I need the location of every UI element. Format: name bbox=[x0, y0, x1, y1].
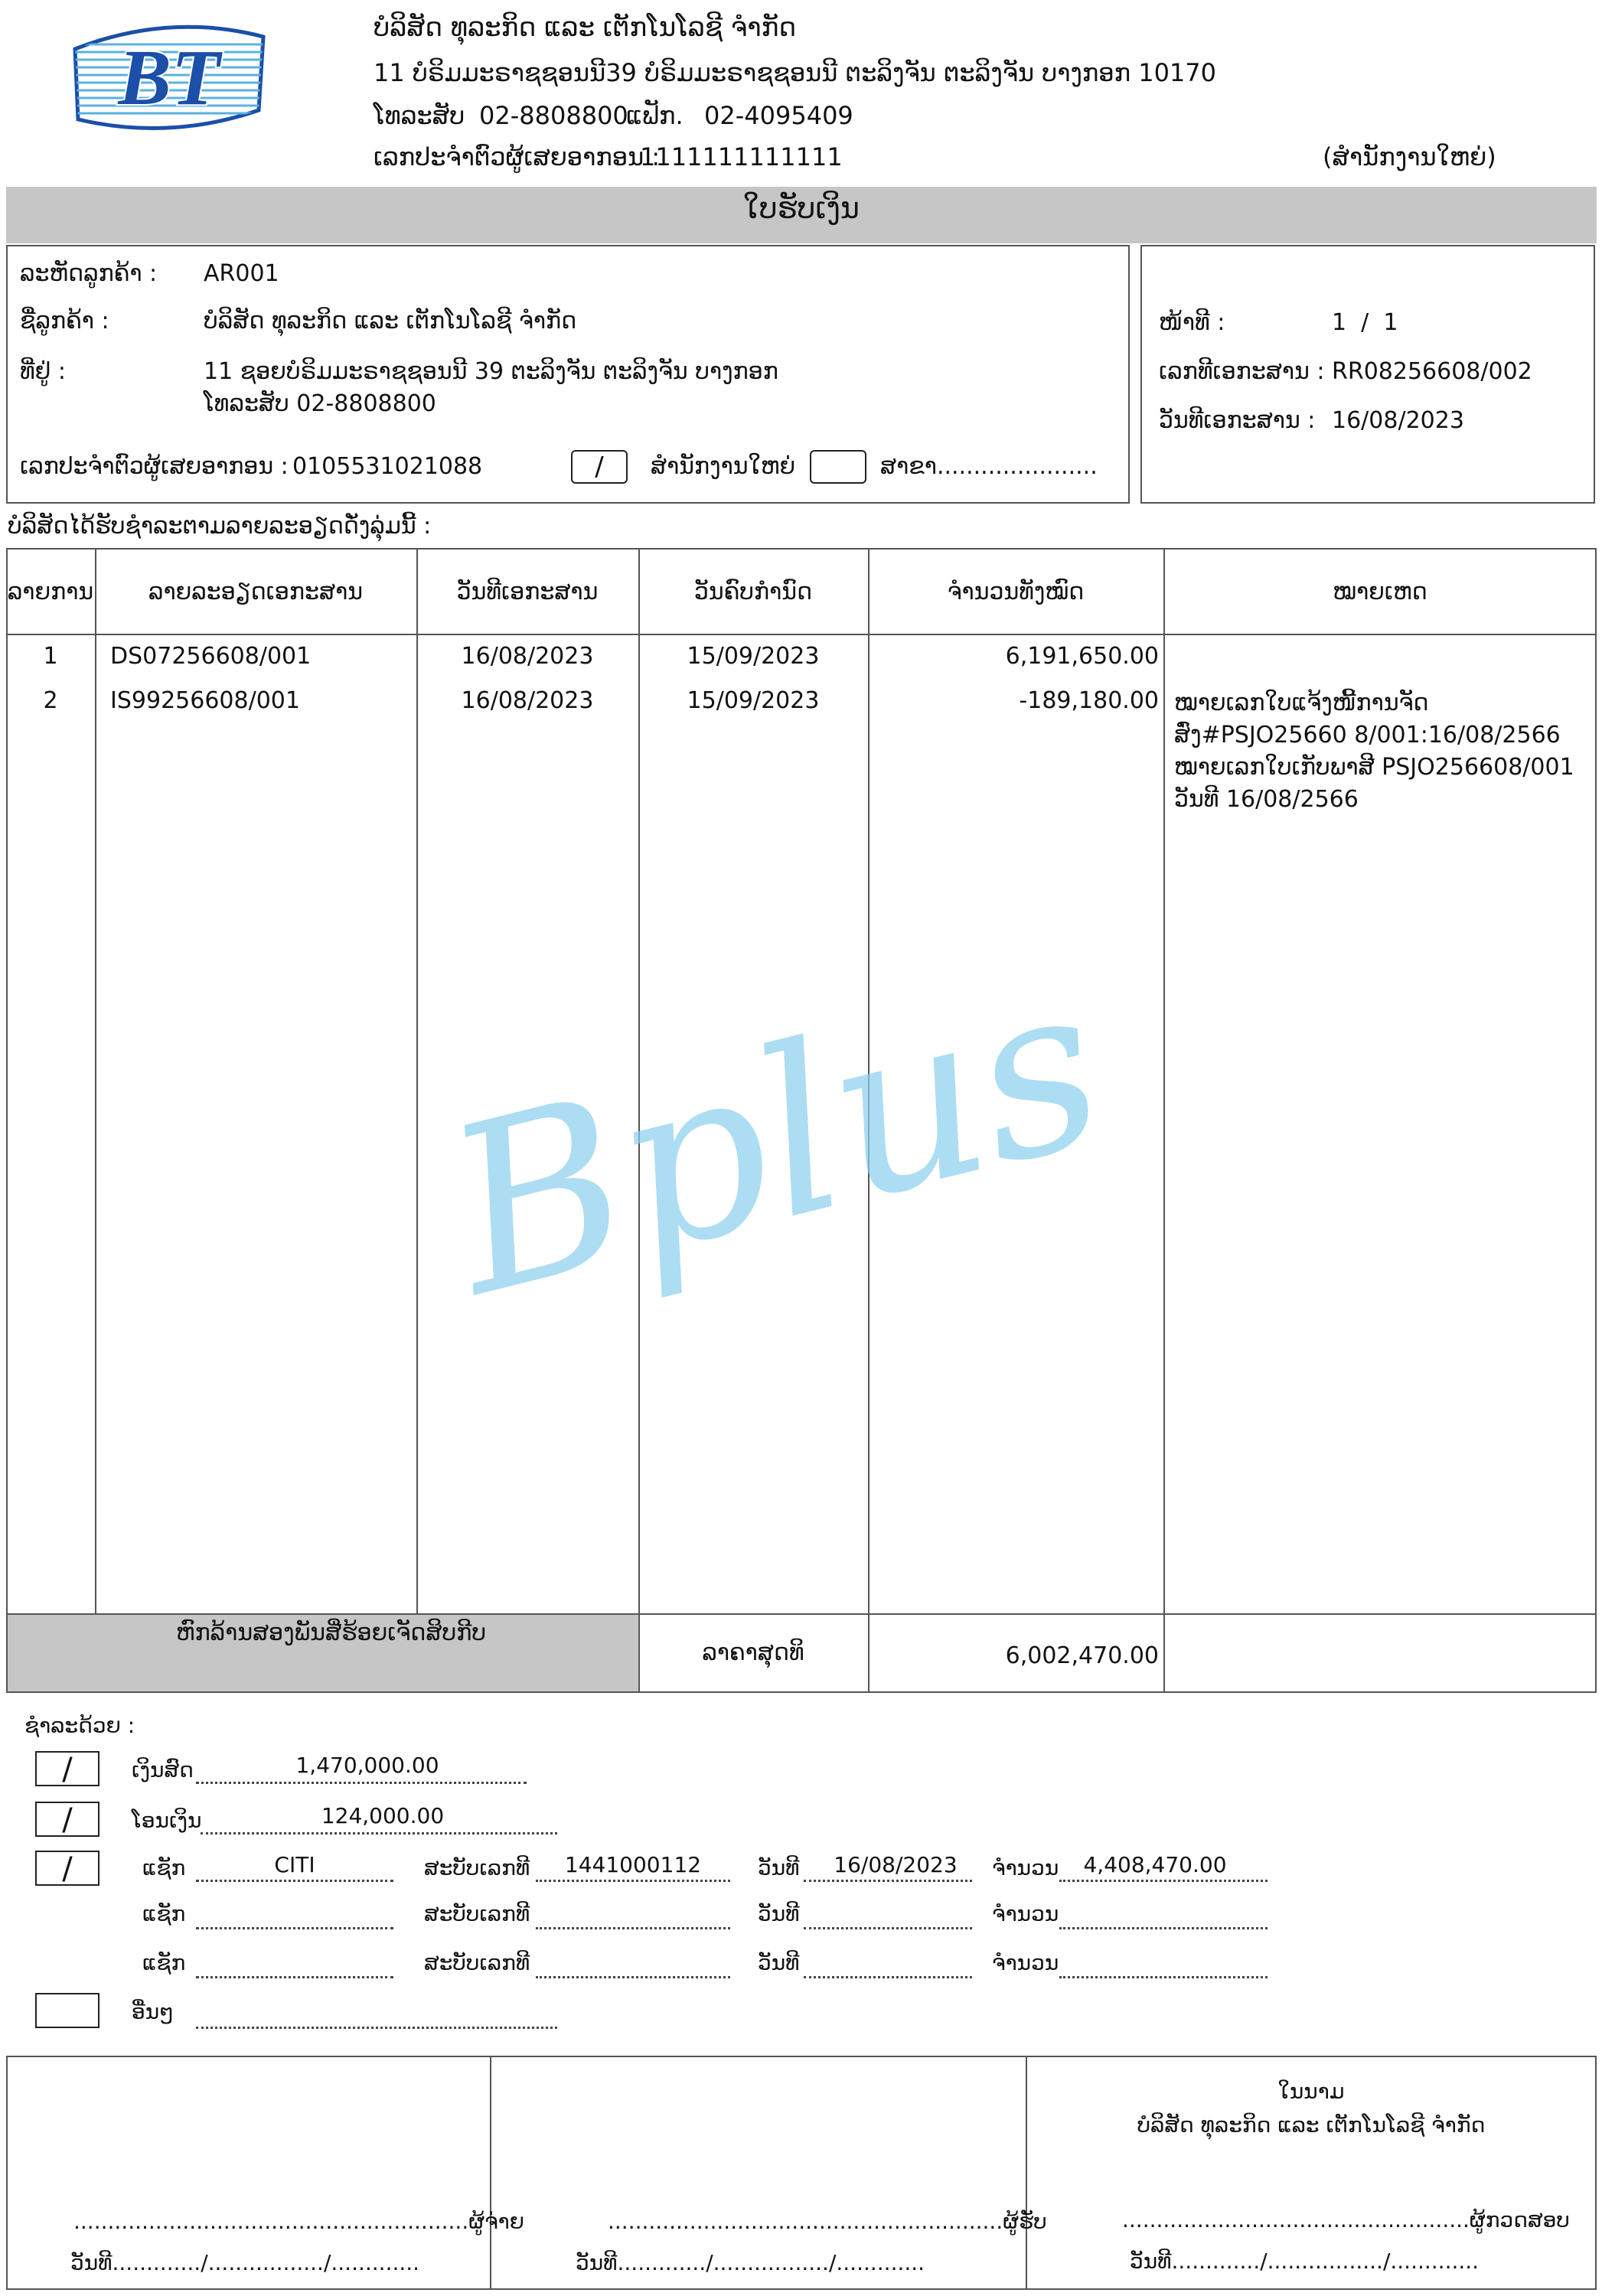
customer-name: ບໍລິສັດ ທຸລະກິດ ແລະ ເຕັກໂນໂລຊີ ຈຳກັດ bbox=[204, 308, 577, 334]
cheque-2-date[interactable] bbox=[804, 1906, 972, 1929]
customer-code-label: ລະຫັດລູກຄ້າ : bbox=[20, 260, 158, 287]
signatory-company-name: ບໍລິສັດ ທຸລະກິດ ແລະ ເຕັກໂນໂລຊີ ຈຳກັດ bbox=[1137, 2112, 1486, 2138]
other-field[interactable] bbox=[196, 2005, 557, 2029]
table-row-1-no: 1 bbox=[43, 643, 58, 670]
customer-tax-id: 0105531021088 bbox=[292, 453, 483, 480]
cheque-3-amount-label: ຈຳນວນ bbox=[992, 1950, 1059, 1975]
table-row-1-amount: 6,191,650.00 bbox=[1005, 643, 1159, 670]
cheque-1-date-label: ວັນທີ bbox=[758, 1855, 800, 1880]
other-label: ອື່ນໆ bbox=[132, 1999, 175, 2024]
cheque-1-amount-label: ຈຳນວນ bbox=[992, 1855, 1059, 1880]
col-header-note: ໝາຍເຫດ bbox=[1333, 579, 1427, 605]
page-number: 1 / 1 bbox=[1332, 309, 1398, 336]
doc-no-label: ເລກທີເອກະສານ : bbox=[1159, 358, 1325, 385]
table-row-2-doc: IS99256608/001 bbox=[110, 687, 300, 714]
transfer-checkbox[interactable]: / bbox=[35, 1802, 100, 1837]
customer-address-label: ທີ່ຢູ່ : bbox=[20, 358, 66, 385]
cheque-2-amount-label: ຈຳນວນ bbox=[992, 1901, 1059, 1926]
cheque-3-bank-label: ແຊັກ bbox=[142, 1950, 186, 1975]
company-phone: 02-8808800 bbox=[479, 101, 628, 130]
customer-address-line1: 11 ຊອຍບໍຣິມມະຣາຊຊອນນີ 39 ຕະລິງຈັນ ຕະລິງຈັນ ບາງກອກ bbox=[204, 358, 778, 385]
customer-code: AR001 bbox=[204, 260, 279, 287]
cheque-2-bank-label: ແຊັກ bbox=[142, 1901, 186, 1926]
cheque-1-bank[interactable]: CITI bbox=[274, 1852, 315, 1877]
cheque-3-no-label: ສະບັບເລກທີ bbox=[424, 1950, 530, 1975]
company-address: 11 ບໍຣິມມະຣາຊຊອນນີ39 ບໍຣິມມະຣາຊຊອນນີ ຕະລິງຈັນ ຕະລິງຈັນ ບາງກອກ 10170 bbox=[374, 58, 1217, 87]
document-title: ໃບຮັບເງິນ bbox=[743, 191, 860, 225]
amount-in-words: ຫົກລ້ານສອງພັນສີ່ຮ້ອຍເຈັດສິບກີບ bbox=[176, 1619, 487, 1646]
company-name: ບໍລິສັດ ທຸລະກິດ ແລະ ເຕັກໂນໂລຊີ ຈຳກັດ bbox=[374, 12, 797, 43]
company-fax: 02-4095409 bbox=[704, 101, 853, 130]
cheque-1-amount[interactable]: 4,408,470.00 bbox=[1083, 1852, 1227, 1877]
table-row-2-due: 15/09/2023 bbox=[687, 687, 820, 714]
col-header-item: ລາຍການ bbox=[7, 579, 94, 605]
cheque-2-date-label: ວັນທີ bbox=[758, 1901, 800, 1926]
company-phone-label: ໂທລະສັບ bbox=[374, 101, 465, 130]
page-label: ໜ້າທີ : bbox=[1159, 309, 1225, 336]
col-header-doc-date: ວັນທີເອກະສານ bbox=[456, 579, 599, 605]
company-tax-id: 1111111111111 bbox=[640, 142, 843, 171]
other-checkbox[interactable] bbox=[35, 1993, 100, 2028]
cheque-3-no[interactable] bbox=[536, 1955, 730, 1978]
cheque-1-bank-label: ແຊັກ bbox=[142, 1855, 186, 1880]
svg-text:BT: BT bbox=[118, 34, 220, 122]
company-branch: (ສຳນັກງານໃຫຍ່) bbox=[1323, 142, 1496, 171]
payment-label: ຊຳລະດ້ວຍ : bbox=[24, 1713, 135, 1738]
transfer-amount[interactable]: 124,000.00 bbox=[321, 1803, 445, 1828]
company-fax-label: ແຟັກ. bbox=[626, 101, 684, 130]
net-total-value: 6,002,470.00 bbox=[1005, 1642, 1159, 1669]
col-header-doc: ລາຍລະອຽດເອກະສານ bbox=[148, 579, 364, 605]
transfer-label: ໂອນເງິນ bbox=[132, 1808, 202, 1833]
doc-date: 16/08/2023 bbox=[1332, 407, 1464, 434]
col-header-amount: ຈຳນວນທັງໝົດ bbox=[947, 579, 1085, 605]
svg-text:Bplus: Bplus bbox=[425, 929, 1126, 1316]
cheque-2-no[interactable] bbox=[536, 1906, 730, 1929]
branch-checkbox[interactable] bbox=[810, 450, 866, 484]
doc-date-label: ວັນທີເອກະສານ : bbox=[1159, 407, 1316, 434]
cheque-3-bank[interactable] bbox=[196, 1955, 393, 1978]
head-office-label: ສຳນັກງານໃຫຍ່ bbox=[651, 453, 796, 480]
cash-label: ເງິນສົດ bbox=[132, 1757, 194, 1782]
customer-name-label: ຊື່ລູກຄ້າ : bbox=[20, 308, 109, 334]
cheque-checkbox[interactable]: / bbox=[35, 1851, 100, 1886]
cheque-2-amount[interactable] bbox=[1059, 1906, 1268, 1929]
table-row-2-no: 2 bbox=[43, 687, 58, 714]
cheque-1-no-label: ສະບັບເລກທີ bbox=[424, 1855, 530, 1880]
company-logo bbox=[67, 18, 271, 135]
branch-label: ສາຂາ...................... bbox=[880, 453, 1098, 480]
cash-checkbox[interactable]: / bbox=[35, 1751, 100, 1786]
on-behalf-label: ໃນນາມ bbox=[1277, 2079, 1345, 2104]
cheque-3-date[interactable] bbox=[804, 1955, 972, 1978]
col-header-due-date: ວັນຄົບກຳນົດ bbox=[693, 579, 813, 605]
watermark bbox=[413, 918, 1202, 1316]
doc-no: RR08256608/002 bbox=[1332, 358, 1532, 385]
payer-signature-line: ..........................................................ຜູ້ຈ່າຍ bbox=[73, 2209, 525, 2234]
head-office-checkbox[interactable]: / bbox=[571, 450, 628, 484]
cheque-2-bank[interactable] bbox=[196, 1906, 393, 1929]
checker-date-line: ວັນທີ............./................./............. bbox=[1130, 2249, 1480, 2274]
customer-address-line2: ໂທລະສັບ 02-8808800 bbox=[204, 390, 436, 417]
customer-tax-label: ເລກປະຈຳຕົວຜູ້ເສຍອາກອນ : bbox=[20, 453, 289, 480]
table-row-2-note: ໝາຍເລກໃບແຈ້ງໜີ້ການຈັດສົ່ງ#PSJO25660 8/001:16/08/2566 ໝາຍເລກໃບເກັບພາສີ PSJO256608/001 ວັນທີ 16/08/2566 bbox=[1174, 690, 1574, 813]
table-row-2-date: 16/08/2023 bbox=[461, 687, 594, 714]
receiver-signature-line: ..........................................................ຜູ້ຮັບ bbox=[608, 2209, 1047, 2234]
table-row-1-due: 15/09/2023 bbox=[687, 643, 820, 670]
cheque-3-amount[interactable] bbox=[1059, 1955, 1268, 1978]
cheque-1-date[interactable]: 16/08/2023 bbox=[834, 1852, 958, 1877]
cheque-2-no-label: ສະບັບເລກທີ bbox=[424, 1901, 530, 1926]
receiver-date-line: ວັນທີ............./................./............. bbox=[576, 2250, 925, 2275]
intro-text: ບໍລິສັດໄດ້ຮັບຊຳລະຕາມລາຍລະອຽດດັ່ງລຸ່ມນີ້ : bbox=[8, 513, 432, 540]
cheque-3-date-label: ວັນທີ bbox=[758, 1950, 800, 1975]
cash-amount[interactable]: 1,470,000.00 bbox=[295, 1753, 439, 1778]
checker-signature-line: ...................................................ຜູ້ກວດສອບ bbox=[1122, 2207, 1570, 2232]
payer-date-line: ວັນທີ............./................./............. bbox=[70, 2250, 420, 2275]
company-tax-label: ເລກປະຈຳຕົວຜູ້ເສຍອາກອນ : bbox=[374, 142, 661, 171]
table-row-1-date: 16/08/2023 bbox=[461, 643, 594, 670]
table-row-1-doc: DS07256608/001 bbox=[110, 643, 312, 670]
net-total-label: ລາຄາສຸດທິ bbox=[702, 1639, 804, 1666]
bt-logo-icon bbox=[67, 18, 271, 135]
table-row-2-amount: -189,180.00 bbox=[1019, 687, 1159, 714]
cheque-1-no[interactable]: 1441000112 bbox=[564, 1852, 702, 1877]
bplus-watermark-icon bbox=[413, 918, 1202, 1316]
